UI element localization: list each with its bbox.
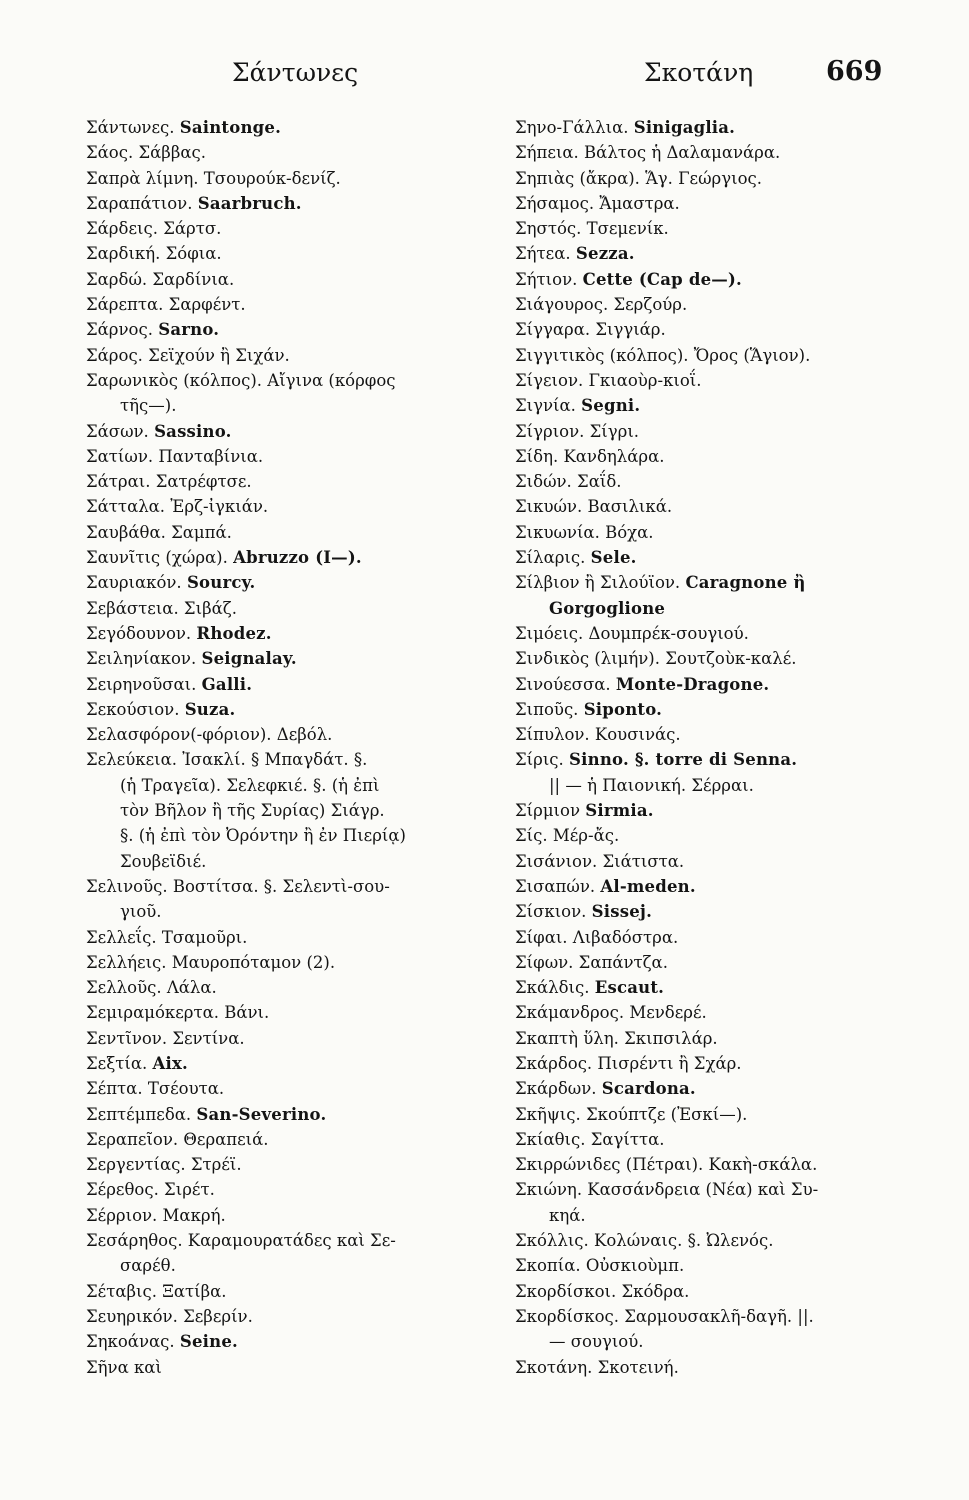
latin-name: Galli. [201,674,253,694]
greek-name: Σέρριον. Μακρή. [86,1205,226,1225]
gazetteer-entry [515,1304,900,1329]
gazetteer-entry [515,267,900,292]
gazetteer-entry [515,1000,900,1025]
greek-name: Σελλήεις. Μαυροπόταμον (2). [86,952,336,972]
gazetteer-entry [515,419,900,444]
gazetteer-entry [86,140,471,165]
greek-name: Σειληνίακον. [86,649,197,669]
greek-name: Σκιώνη. Κασσάνδρεια (Νέα) καὶ Συ- [515,1180,819,1200]
latin-name: Gorgoglione [549,598,666,618]
gazetteer-entry [515,722,900,747]
running-head-left: Σάντωνες [232,58,359,87]
greek-name: Σίφων. Σαπάντζα. [515,952,668,972]
greek-name: τὸν Βῆλον ἢ τῆς Συρίας) Σιάγρ. [120,801,385,821]
greek-name: Σίρις. [515,750,564,770]
greek-name: Σελλοῦς. Λάλα. [86,978,217,998]
entry-continuation [86,823,471,848]
gazetteer-entry [515,343,900,368]
gazetteer-entry [515,444,900,469]
greek-name: Σεξτία. [86,1053,148,1073]
greek-name: Σελασφόρον(-φόριον). Δεβόλ. [86,725,333,745]
greek-name: Σκαπτὴ ὕλη. Σκιπσιλάρ. [515,1028,718,1048]
gazetteer-entry [86,343,471,368]
greek-name: Σκίαθις. Σαγίττα. [515,1129,665,1149]
latin-name: Escaut. [594,978,665,998]
gazetteer-entry [515,823,900,848]
gazetteer-entry [515,115,900,140]
greek-name: Σίρμιον [515,801,580,821]
gazetteer-entry [515,140,900,165]
greek-name: Σκάρδος. Πισρέντι ἢ Σχάρ. [515,1053,742,1073]
gazetteer-entry [515,1355,900,1380]
gazetteer-entry [515,570,900,595]
greek-name: Σελινοῦς. Βοστίτσα. §. Σελεντὶ-σου- [86,876,390,896]
gazetteer-entry [86,697,471,722]
entry-continuation [86,773,471,798]
gazetteer-entry [86,672,471,697]
greek-name: Σκορδίσκος. Σαρμουσακλῆ-δαγῆ. ||. [515,1306,814,1326]
gazetteer-entry [86,1228,471,1253]
gazetteer-entry [515,166,900,191]
gazetteer-entry [515,317,900,342]
greek-name: Σεντῖνον. Σεντίνα. [86,1028,245,1048]
running-head-right: Σκοτάνη [644,58,754,87]
greek-name: Σευηρικόν. Σεβερίν. [86,1306,253,1326]
greek-name: γιοῦ. [120,902,162,922]
greek-name: κηά. [549,1205,586,1225]
gazetteer-entry [86,520,471,545]
gazetteer-entry [515,1152,900,1177]
greek-name: Σάντωνες. [86,118,175,137]
gazetteer-entry [515,1279,900,1304]
gazetteer-entry [86,292,471,317]
greek-name: — σουγιού. [549,1332,644,1352]
latin-name: Sezza. [575,244,635,264]
greek-name: Σιποῦς. [515,699,579,719]
latin-name: Suza. [184,699,236,719]
entry-continuation [515,1203,900,1228]
greek-name: Σάτραι. Σατρέφτσε. [86,472,252,492]
greek-name: Σάρος. Σεϊχούν ἢ Σιχάν. [86,345,290,365]
gazetteer-entry [515,191,900,216]
greek-name: Σάος. Σάββας. [86,143,206,163]
greek-name: Σήτεα. [515,244,571,264]
greek-name: Σίσκιον. [515,902,587,922]
gazetteer-entry [86,1051,471,1076]
gazetteer-entry [515,469,900,494]
greek-name: Σάρεπτα. Σαρφέντ. [86,295,246,315]
greek-name: Σάρδεις. Σάρτσ. [86,219,222,239]
gazetteer-entry [86,191,471,216]
greek-name: Σκάρδων. [515,1079,597,1099]
greek-name: Σάρνος. [86,320,153,340]
latin-name: Seine. [179,1332,238,1352]
latin-name: Sele. [590,548,637,568]
entry-continuation [515,773,900,798]
greek-name: Σκορδίσκοι. Σκόδρα. [515,1281,690,1301]
greek-name: Σεργεντίας. Στρέϊ. [86,1155,242,1175]
greek-name: Σαυβάθα. Σαμπά. [86,522,232,542]
gazetteer-entry [515,646,900,671]
latin-name: Sissej. [591,902,653,922]
gazetteer-entry [86,444,471,469]
gazetteer-entry [86,621,471,646]
greek-name: Σίδη. Κανδηλάρα. [515,446,665,466]
latin-name: Cette (Cap de—). [582,269,742,289]
greek-name: Σιμόεις. Δουμπρέκ-σουγιού. [515,623,749,643]
gazetteer-entry [86,368,471,393]
greek-name: Σιάγουρος. Σερζούρ. [515,295,688,315]
gazetteer-entry [86,1026,471,1051]
gazetteer-entry [86,722,471,747]
gazetteer-entry [86,874,471,899]
page-header [0,58,969,98]
latin-name: Caragnone ἢ [685,573,806,593]
greek-name: Σαρδώ. Σαρδίνια. [86,269,235,289]
gazetteer-entry [515,545,900,570]
latin-name: Rhodez. [196,623,272,643]
gazetteer-entry [86,646,471,671]
greek-name: Σηνο-Γάλλια. [515,118,629,137]
gazetteer-entry [86,1304,471,1329]
gazetteer-entry [86,115,471,140]
gazetteer-entry [86,419,471,444]
gazetteer-entry [515,1102,900,1127]
greek-name: Σικυών. Βασιλικά. [515,497,673,517]
greek-name: Σαυνῖτις (χώρα). [86,548,228,568]
gazetteer-entry [515,899,900,924]
gazetteer-entry [86,1102,471,1127]
gazetteer-entry [86,950,471,975]
gazetteer-entry [86,975,471,1000]
greek-name: Σηστός. Τσεμενίκ. [515,219,669,239]
gazetteer-entry [86,1355,471,1380]
greek-name: Σίπυλον. Κουσινάς. [515,725,681,745]
gazetteer-entry [515,975,900,1000]
greek-name: Σκάλδις. [515,978,590,998]
entry-continuation [515,1329,900,1354]
greek-name: Σκάμανδρος. Μενδερέ. [515,1003,707,1023]
gazetteer-entry [515,216,900,241]
latin-name: Scardona. [601,1079,696,1099]
gazetteer-entry [515,520,900,545]
greek-name: Σίγγαρα. Σιγγιάρ. [515,320,666,340]
gazetteer-entry [515,241,900,266]
latin-name: Sinigaglia. [633,118,736,137]
gazetteer-entry [86,925,471,950]
greek-name: Σεβάστεια. Σιβάζ. [86,598,237,618]
greek-name: Σίλαρις. [515,548,586,568]
gazetteer-entry [515,621,900,646]
latin-name: Saarbruch. [197,193,302,213]
entry-continuation [86,1253,471,1278]
latin-name: Sirmia. [585,801,654,821]
greek-name: Σάσων. [86,421,149,441]
greek-name: Σήσαμος. Ἄμαστρα. [515,193,680,213]
greek-name: (ἡ Τραγεῖα). Σελεφκιέ. §. (ἡ ἐπὶ [120,775,380,795]
gazetteer-entry [515,1026,900,1051]
gazetteer-entry [86,1152,471,1177]
gazetteer-entry [515,1051,900,1076]
left-column [86,115,471,1380]
gazetteer-entry [86,216,471,241]
greek-name: Σηκοάνας. [86,1332,175,1352]
gazetteer-entry [86,1279,471,1304]
latin-name: Sassino. [154,421,232,441]
greek-name: Σκοτάνη. Σκοτεινή. [515,1357,679,1377]
greek-name: Σεκούσιον. [86,699,180,719]
gazetteer-entry [515,494,900,519]
greek-name: Σειρηνοῦσαι. [86,674,197,694]
gazetteer-entry [86,494,471,519]
greek-name: Σκόλλις. Κολώναις. §. Ὠλενός. [515,1231,774,1251]
gazetteer-entry [86,1177,471,1202]
gazetteer-entry [515,950,900,975]
greek-name: Σισαπών. [515,876,596,896]
greek-name: Σαρωνικὸς (κόλπος). Αἴγινα (κόρφος [86,370,396,390]
gazetteer-entry [515,1228,900,1253]
greek-name: Σινδικὸς (λιμήν). Σουτζοὺκ-καλέ. [515,649,797,669]
right-column [515,115,900,1380]
gazetteer-entry [515,697,900,722]
greek-name: || — ἡ Παιονική. Σέρραι. [549,775,754,795]
greek-name: Σουβεϊδιέ. [120,851,207,871]
greek-name: Σεραπεῖον. Θεραπειά. [86,1129,269,1149]
greek-name: Σκοπία. Οὐσκιοὺμπ. [515,1256,685,1276]
latin-name: Monte-Dragone. [615,674,770,694]
gazetteer-entry [86,596,471,621]
gazetteer-entry [86,469,471,494]
latin-name: Saintonge. [179,118,282,137]
latin-name: Abruzzo (I—). [233,548,362,568]
greek-name: Σικυωνία. Βόχα. [515,522,654,542]
gazetteer-entry [515,1076,900,1101]
gazetteer-entry [515,368,900,393]
latin-name: Sinno. §. torre di Senna. [569,750,798,770]
page-number: 669 [826,56,883,87]
gazetteer-entry [86,317,471,342]
gazetteer-entry [515,672,900,697]
gazetteer-entry [515,925,900,950]
gazetteer-entry [86,570,471,595]
latin-name: Al-meden. [600,876,696,896]
entry-continuation [515,596,900,621]
greek-name: Σελεύκεια. Ἰσακλί. § Μπαγδάτ. §. [86,750,368,770]
gazetteer-entry [86,1329,471,1354]
greek-name: Σκῆψις. Σκούπτζε (Ἐσκί—). [515,1104,748,1124]
greek-name: Σαπρὰ λίμνη. Τσουρούκ-δενίζ. [86,168,341,188]
greek-name: Σεγόδουνον. [86,623,192,643]
gazetteer-entry [515,874,900,899]
gazetteer-entry [86,545,471,570]
greek-name: Σίγειον. Γκιαοὺρ-κιοΐ. [515,370,702,390]
latin-name: Aix. [152,1053,188,1073]
greek-name: Σήπεια. Βάλτος ἡ Δαλαμανάρα. [515,143,781,163]
greek-name: Σιγγιτικὸς (κόλπος). Ὄρος (Ἅγιον). [515,345,811,365]
greek-name: Σέρεθος. Σιρέτ. [86,1180,215,1200]
entry-continuation [86,899,471,924]
greek-name: Σίς. Μέρ-ἄς. [515,826,620,846]
gazetteer-entry [86,1076,471,1101]
gazetteer-entry [86,1000,471,1025]
greek-name: Σίφαι. Λιβαδόστρα. [515,927,679,947]
gazetteer-entry [515,393,900,418]
gazetteer-entry [515,1253,900,1278]
gazetteer-entry [515,747,900,772]
greek-name: Σέταβις. Ξατίβα. [86,1281,227,1301]
greek-name: §. (ἡ ἐπὶ τὸν Ὀρόντην ἢ ἐν Πιερίᾳ) [120,826,406,846]
greek-name: Σεμιραμόκερτα. Βάνι. [86,1003,270,1023]
latin-name: San-Severino. [196,1104,327,1124]
latin-name: Siponto. [583,699,663,719]
entry-continuation [86,798,471,823]
greek-name: Σελλεΐς. Τσαμοῦρι. [86,927,248,947]
entry-continuation [86,849,471,874]
greek-name: Σατίων. Πανταβίνια. [86,446,264,466]
latin-name: Sarno. [158,320,220,340]
greek-name: Σκιρρώνιδες (Πέτραι). Κακὴ-σκάλα. [515,1155,818,1175]
entry-continuation [86,393,471,418]
gazetteer-entry [515,292,900,317]
gazetteer-entry [515,1177,900,1202]
greek-name: Σηπιὰς (ἄκρα). Ἅγ. Γεώργιος. [515,168,763,188]
gazetteer-entry [515,849,900,874]
greek-name: Σεσάρηθος. Καραμουρατάδες καὶ Σε- [86,1231,396,1251]
gazetteer-entry [86,241,471,266]
gazetteer-entry [86,267,471,292]
greek-name: Σῆνα καὶ [86,1357,162,1377]
greek-name: Σινούεσσα. [515,674,611,694]
greek-name: τῆς—). [120,396,177,416]
gazetteer-entry [86,166,471,191]
greek-name: Σεπτέμπεδα. [86,1104,192,1124]
gazetteer-entry [515,1127,900,1152]
gazetteer-entry [86,1127,471,1152]
greek-name: Σιγνία. [515,396,576,416]
latin-name: Sourcy. [186,573,256,593]
latin-name: Seignalay. [201,649,297,669]
greek-name: Σισάνιον. Σιάτιστα. [515,851,685,871]
gazetteer-entry [515,798,900,823]
greek-name: Σήτιον. [515,269,578,289]
gazetteer-entry [86,1203,471,1228]
greek-name: Σίλβιον ἢ Σιλούϊον. [515,573,681,593]
greek-name: Σάτταλα. Ἐρζ-ἰγκιάν. [86,497,269,517]
greek-name: Σιδών. Σαΐδ. [515,472,622,492]
greek-name: Σαραπάτιον. [86,193,193,213]
gazetteer-entry [86,747,471,772]
greek-name: Σαρδική. Σόφια. [86,244,222,264]
greek-name: Σαυριακόν. [86,573,182,593]
latin-name: Segni. [581,396,641,416]
greek-name: Σέπτα. Τσέουτα. [86,1079,225,1099]
greek-name: Σίγριον. Σίγρι. [515,421,640,441]
greek-name: σαρέθ. [120,1256,176,1276]
